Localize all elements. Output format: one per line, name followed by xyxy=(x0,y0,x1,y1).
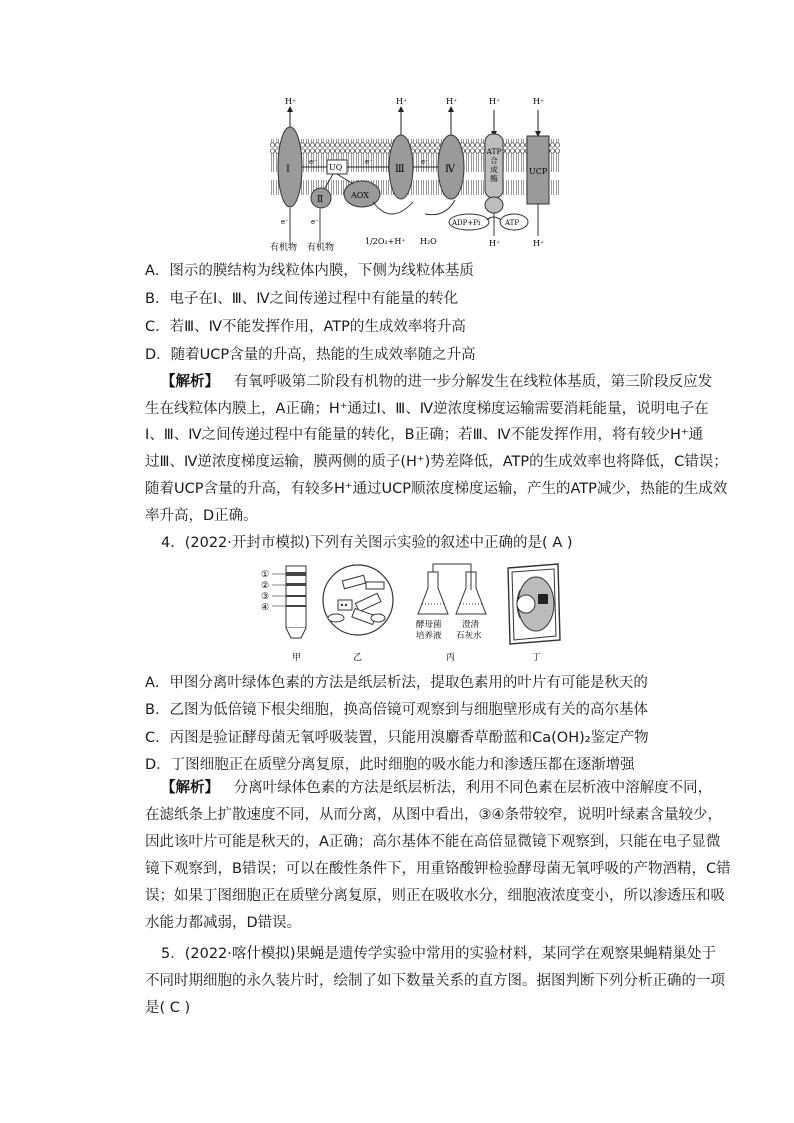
complex-i xyxy=(278,127,302,207)
q3-analysis-line: 生在线粒体内膜上，A正确；H⁺通过Ⅰ、Ⅲ、Ⅳ逆浓度梯度运输需要消耗能量，说明电子在 xyxy=(145,401,709,417)
h-label: H⁺ xyxy=(285,97,297,106)
h2o-label: H₂O xyxy=(420,237,437,246)
band-label: ① xyxy=(261,570,270,580)
organic-label: 有机物 xyxy=(307,243,335,252)
q3-option-b: B．电子在Ⅰ、Ⅲ、Ⅳ之间传递过程中有能量的转化 xyxy=(145,291,459,307)
flask2-label: 石灰水 xyxy=(456,631,482,641)
q4-analysis-line: 误；如果丁图细胞正在质壁分离复原，则正在吸收水分，细胞液浓度变小，所以渗透压和吸 xyxy=(145,888,725,904)
h-label: H⁺ xyxy=(489,97,501,106)
aox-label: AOX xyxy=(351,191,369,200)
e-label: e⁻ xyxy=(309,158,317,166)
band-label: ④ xyxy=(261,603,270,613)
complex-iv-label: Ⅳ xyxy=(445,164,455,175)
adp-label: ADP+Pi xyxy=(452,219,481,227)
figure-label-ding: 丁 xyxy=(532,653,542,663)
analysis-text: 有氧呼吸第二阶段有机物的进一步分解发生在线粒体基质，第三阶段反应发 xyxy=(233,374,713,390)
band-label: ② xyxy=(261,581,270,591)
q4-stem: 4．(2022·开封市模拟)下列有关图示实验的叙述中正确的是( A ) xyxy=(161,535,573,551)
e-label: e⁻ xyxy=(311,218,319,226)
o2-label: 1/2O₂+H⁺ xyxy=(365,237,406,246)
h-label: H⁺ xyxy=(533,239,545,248)
q4-analysis-line: 在滤纸条上扩散速度不同，从而分离，从图中看出，③④条带较窄，说明叶绿素含量较少， xyxy=(145,807,722,823)
q3-analysis-line: 随着UCP含量的升高，有较多H⁺通过UCP顺浓度梯度运输，产生的ATP减少，热能的生成效 xyxy=(145,481,728,497)
q4-option-d: D．丁图细胞正在质壁分离复原，此时细胞的吸水能力和渗透压都在逐渐增强 xyxy=(145,757,635,773)
figure-label-jia: 甲 xyxy=(292,653,302,663)
microscope-field xyxy=(323,565,393,635)
complex-i-label: Ⅰ xyxy=(286,164,290,175)
atp-synthase-label-part: ATP xyxy=(486,147,502,156)
h-label: H⁺ xyxy=(396,97,408,106)
q4-option-c: C．丙图是验证酵母菌无氧呼吸装置，只能用溴麝香草酚蓝和Ca(OH)₂鉴定产物 xyxy=(145,730,649,746)
q4-analysis-line: 镜下观察到，B错误；可以在酸性条件下，用重铬酸钾检验酵母菌无氧呼吸的产物酒精，C错 xyxy=(145,861,731,877)
atp-synthase-label-part: 成 xyxy=(490,165,498,174)
atp-label: ATP xyxy=(505,219,520,227)
complex-iii-label: Ⅲ xyxy=(395,164,405,175)
q4-analysis-line: 因此该叶片可能是秋天的，A正确；高尔基体不能在高倍显微镜下观察到，只能在电子显微 xyxy=(145,834,721,850)
q3-analysis-line: 率升高，D正确。 xyxy=(145,508,258,524)
q5-stem-line: 不同时期细胞的永久装片时，绘制了如下数量关系的直方图。据图判断下列分析正确的一项 xyxy=(145,973,725,989)
experiment-figure xyxy=(258,560,578,668)
flask2-label: 澄清 xyxy=(462,620,480,630)
q5-stem-line: 是( C ) xyxy=(145,1000,191,1016)
q3-option-d: D．随着UCP含量的升高，热能的生成效率随之升高 xyxy=(145,347,476,363)
complex-ii-label: Ⅱ xyxy=(317,195,324,205)
chromatography-strip xyxy=(272,566,306,638)
flask1-label: 培养液 xyxy=(416,631,442,641)
q3-option-a: A．图示的膜结构为线粒体内膜，下侧为线粒体基质 xyxy=(145,263,474,279)
q3-analysis-line: 过Ⅲ、Ⅳ逆浓度梯度运输，膜两侧的质子(H⁺)势差降低，ATP的生成效率也将降低，C错误； xyxy=(145,454,728,470)
flask1-label: 酵母菌 xyxy=(416,620,442,630)
q4-analysis-first xyxy=(161,778,712,798)
figure-label-yi: 乙 xyxy=(353,653,363,663)
atp-synthase-label-part: 酶 xyxy=(490,174,498,183)
e-label: e⁻ xyxy=(365,158,373,166)
h-label: H⁺ xyxy=(533,97,545,106)
atp-synthase-label-part: 合 xyxy=(490,156,498,165)
flask-apparatus xyxy=(418,564,486,614)
e-label: e⁻ xyxy=(421,158,429,166)
q4-option-a: A．甲图分离叶绿体色素的方法是纸层析法，提取色素用的叶片有可能是秋天的 xyxy=(145,675,648,691)
q5-stem-line: 5．(2022·喀什模拟)果蝇是遗传学实验中常用的实验材料，某同学在观察果蝇精巢处于 xyxy=(161,946,717,962)
ucp-label: UCP xyxy=(529,167,548,176)
h-label: H⁺ xyxy=(489,239,501,248)
analysis-text: 分离叶绿体色素的方法是纸层析法，利用不同色素在层析液中溶解度不同， xyxy=(233,780,713,796)
analysis-tag: 【解析】 xyxy=(161,780,219,796)
plant-cell xyxy=(508,564,560,644)
h-label: H⁺ xyxy=(446,97,458,106)
q3-analysis-first xyxy=(161,372,712,392)
q4-option-b: B．乙图为低倍镜下根尖细胞，换高倍镜可观察到与细胞壁形成有关的高尔基体 xyxy=(145,702,648,718)
analysis-tag: 【解析】 xyxy=(161,374,219,390)
q3-analysis-line: Ⅰ、Ⅲ、Ⅳ之间传递过程中有能量的转化，B正确；若Ⅲ、Ⅳ不能发挥作用，将有较少H⁺通 xyxy=(145,427,704,443)
organic-label: 有机物 xyxy=(270,243,298,252)
q3-option-c: C．若Ⅲ、Ⅳ不能发挥作用，ATP的生成效率将升高 xyxy=(145,319,466,335)
band-label: ③ xyxy=(261,592,270,602)
q4-analysis-line: 水能力都减弱，D错误。 xyxy=(145,915,302,931)
uq-label: UQ xyxy=(329,163,343,172)
membrane-diagram xyxy=(265,92,565,252)
e-label: e⁻ xyxy=(281,218,289,226)
atp-synthase-head xyxy=(485,197,503,213)
figure-label-bing: 丙 xyxy=(446,653,456,663)
